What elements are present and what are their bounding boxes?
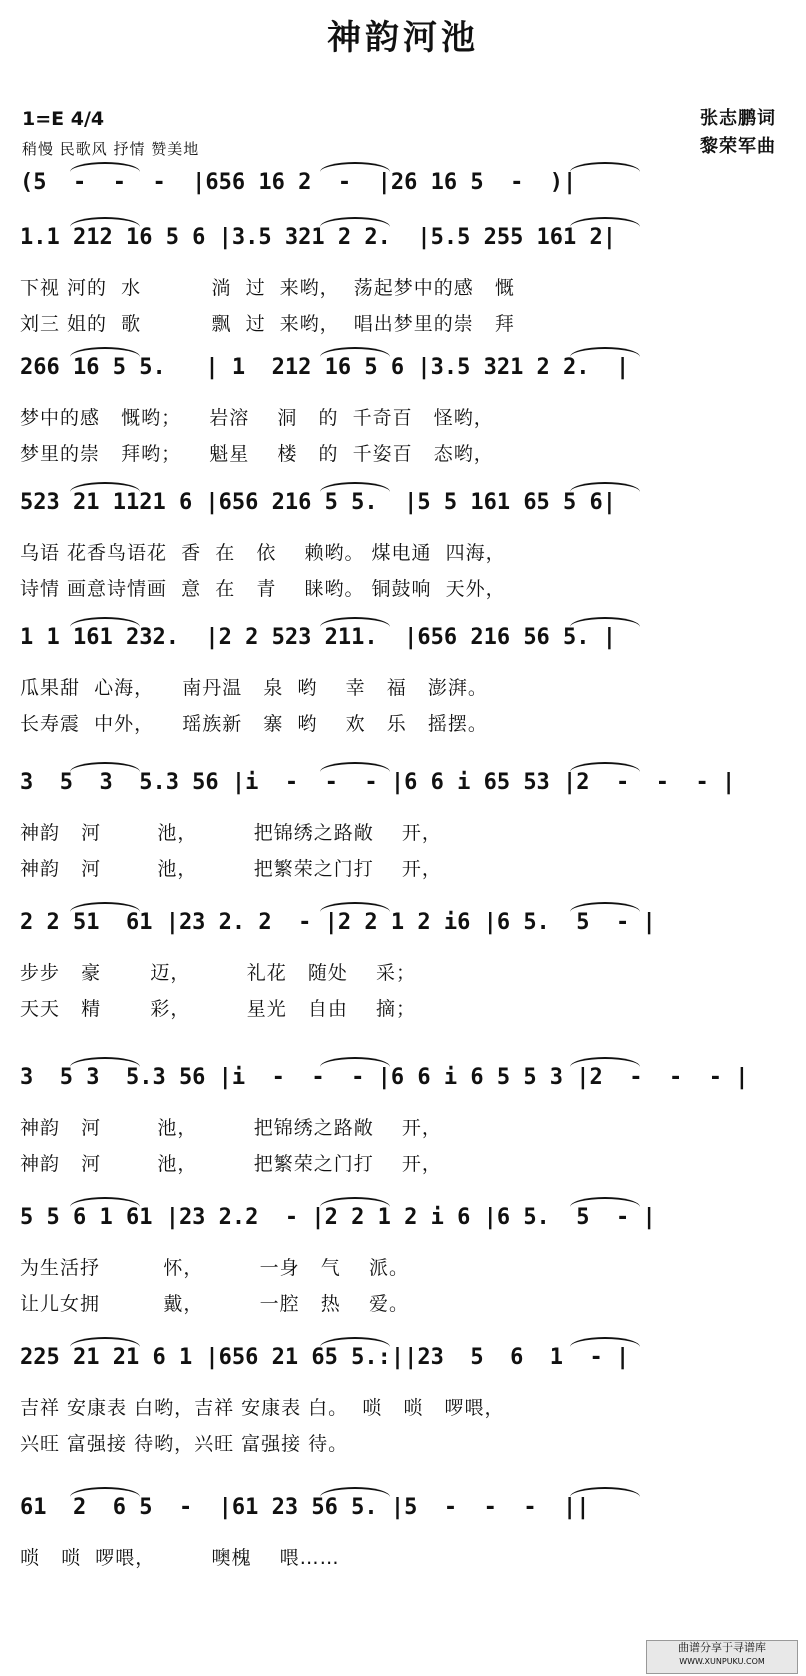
lyric-line: 梦里的崇 拜哟； 魁星 楼 的 千姿百 态哟，: [20, 443, 494, 465]
slur-mark: [70, 1487, 140, 1497]
slur-mark: [320, 1337, 390, 1347]
notation-line: 61 2 6 5 - |61 23 56 5. |5 - - - ||: [20, 1495, 590, 1520]
slur-mark: [70, 902, 140, 912]
lyric-line: 神韵 河 池， 把锦绣之路敞 开，: [20, 1117, 442, 1139]
slur-mark: [70, 217, 140, 227]
slur-mark: [570, 1487, 640, 1497]
lyricist-credit: 张志鹏词: [700, 108, 776, 129]
slur-mark: [320, 1487, 390, 1497]
slur-mark: [70, 162, 140, 172]
slur-mark: [320, 162, 390, 172]
slur-mark: [570, 1057, 640, 1067]
notation-line: 3 5 3 5.3 56 |i - - - |6 6 i 65 53 |2 - - - |: [20, 770, 736, 795]
song-title: 神韵河池: [327, 18, 479, 58]
lyric-line: 唢 唢 啰喂， 噢槐 喂……: [20, 1547, 340, 1569]
lyric-line: 天天 精 彩， 星光 自由 摘；: [20, 998, 416, 1020]
lyric-line: 神韵 河 池， 把繁荣之门打 开，: [20, 1153, 442, 1175]
notation-line: 3 5 3 5.3 56 |i - - - |6 6 i 6 5 5 3 |2 - - - |: [20, 1065, 749, 1090]
slur-mark: [570, 1197, 640, 1207]
lyric-line: 长寿震 中外， 瑶族新 寨 哟 欢 乐 摇摆。: [20, 713, 488, 735]
composer-credit: 黎荣军曲: [700, 136, 776, 157]
notation-line: 2 2 51 61 |23 2. 2 - |2 2 1 2 i6 |6 5. 5 - |: [20, 910, 656, 935]
slur-mark: [570, 1337, 640, 1347]
slur-mark: [70, 762, 140, 772]
slur-mark: [70, 617, 140, 627]
lyric-line: 梦中的感 慨哟； 岩溶 洞 的 千奇百 怪哟，: [20, 407, 494, 429]
notation-line: 1.1 212 16 5 6 |3.5 321 2 2. |5.5 255 161 2|: [20, 225, 617, 250]
slur-mark: [320, 1197, 390, 1207]
slur-mark: [320, 762, 390, 772]
slur-mark: [570, 217, 640, 227]
lyric-line: 让儿女拥 戴， 一腔 热 爱。: [20, 1293, 409, 1315]
watermark-box[interactable]: [646, 1640, 798, 1674]
slur-mark: [70, 1337, 140, 1347]
slur-mark: [320, 1057, 390, 1067]
lyric-line: 神韵 河 池， 把锦绣之路敞 开，: [20, 822, 442, 844]
slur-mark: [70, 1057, 140, 1067]
lyric-line: 下视 河的 水 淌 过 来哟， 荡起梦中的感 慨: [20, 277, 515, 299]
slur-mark: [570, 902, 640, 912]
key-signature: 1=E 4/4: [22, 108, 105, 130]
lyric-line: 吉祥 安康表 白哟，吉祥 安康表 白。 唢 唢 啰喂，: [20, 1397, 505, 1419]
slur-mark: [570, 617, 640, 627]
slur-mark: [570, 762, 640, 772]
lyric-line: 兴旺 富强接 待哟，兴旺 富强接 待。: [20, 1433, 349, 1455]
notation-line: (5 - - - |656 16 2 - |26 16 5 - )|: [20, 170, 577, 195]
watermark-text: 曲谱分享于寻谱库: [678, 1641, 766, 1654]
lyric-line: 诗情 画意诗情画 意 在 青 睐哟。 铜鼓响 天外，: [20, 578, 506, 600]
notation-line: 1 1 161 232. |2 2 523 211. |656 216 56 5. |: [20, 625, 617, 650]
slur-mark: [570, 347, 640, 357]
lyric-line: 神韵 河 池， 把繁荣之门打 开，: [20, 858, 442, 880]
slur-mark: [70, 482, 140, 492]
slur-mark: [320, 347, 390, 357]
lyric-line: 为生活抒 怀， 一身 气 派。: [20, 1257, 409, 1279]
slur-mark: [570, 482, 640, 492]
slur-mark: [70, 1197, 140, 1207]
lyric-line: 乌语 花香鸟语花 香 在 依 赖哟。 煤电通 四海，: [20, 542, 506, 564]
notation-line: 266 16 5 5. | 1 212 16 5 6 |3.5 321 2 2. |: [20, 355, 630, 380]
watermark-site: WWW.XUNPUKU.COM: [679, 1657, 765, 1666]
slur-mark: [320, 217, 390, 227]
lyric-line: 刘三 姐的 歌 飘 过 来哟， 唱出梦里的崇 拜: [20, 313, 515, 335]
slur-mark: [70, 347, 140, 357]
slur-mark: [320, 617, 390, 627]
notation-line: 225 21 21 6 1 |656 21 65 5.:||23 5 6 1 - |: [20, 1345, 630, 1370]
lyric-line: 瓜果甜 心海， 南丹温 泉 哟 幸 福 澎湃。: [20, 677, 488, 699]
tempo-style: 稍慢 民歌风 抒情 赞美地: [22, 140, 200, 158]
notation-line: 5 5 6 1 61 |23 2.2 - |2 2 1 2 i 6 |6 5. 5 - |: [20, 1205, 656, 1230]
lyric-line: 步步 豪 迈， 礼花 随处 采；: [20, 962, 416, 984]
notation-line: 523 21 1121 6 |656 216 5 5. |5 5 161 65 5 6|: [20, 490, 617, 515]
slur-mark: [570, 162, 640, 172]
slur-mark: [320, 482, 390, 492]
slur-mark: [320, 902, 390, 912]
